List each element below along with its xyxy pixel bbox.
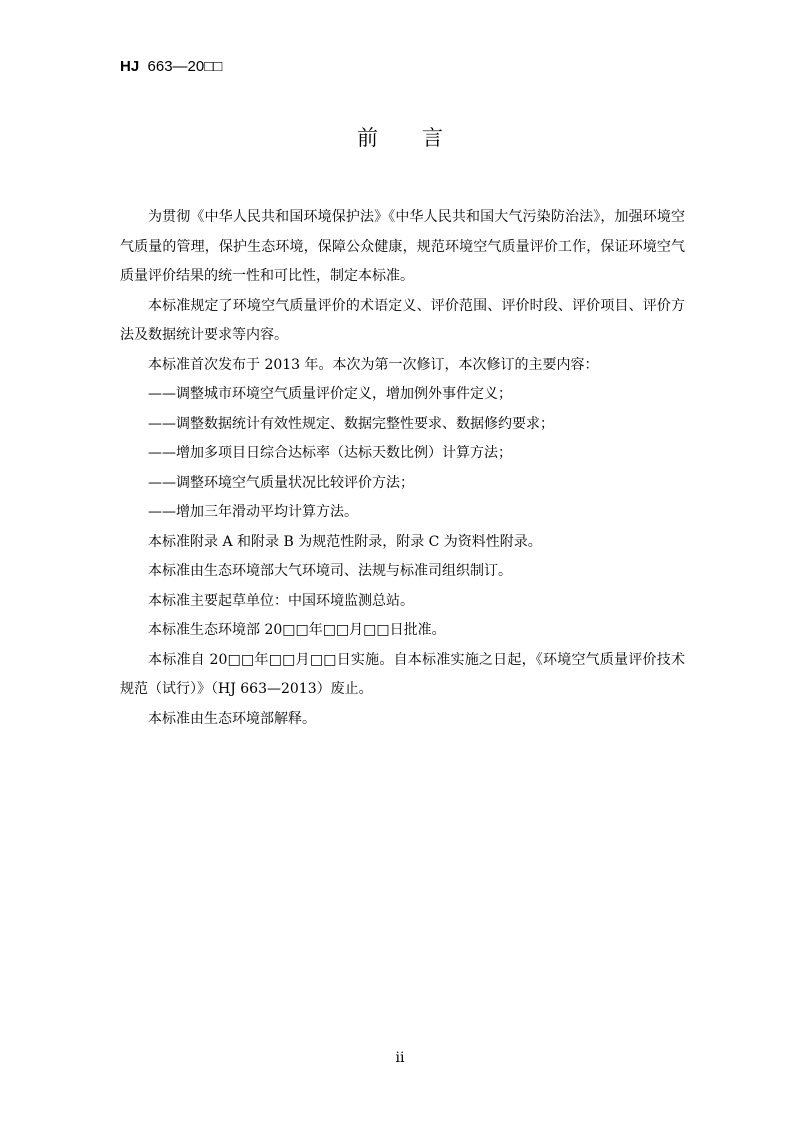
paragraph-implementation: 本标准自 20□□年□□月□□日实施。自本标准实施之日起，《环境空气质量评价技术规范（试行）》（HJ 663—2013）废止。 bbox=[120, 651, 685, 697]
page-title: 前言 bbox=[357, 126, 487, 150]
paragraph-appendix: 本标准附录 A 和附录 B 为规范性附录，附录 C 为资料性附录。 bbox=[148, 533, 542, 550]
revision-item: ——调整数据统计有效性规定、数据完整性要求、数据修约要求； bbox=[148, 415, 554, 432]
paragraph-interpretation: 本标准由生态环境部解释。 bbox=[148, 710, 316, 727]
revision-item: ——调整环境空气质量状况比较评价方法； bbox=[148, 474, 414, 491]
revision-item: ——增加三年滑动平均计算方法。 bbox=[148, 504, 358, 520]
revision-item: ——调整城市环境空气质量评价定义，增加例外事件定义； bbox=[148, 386, 512, 402]
page-number: ii bbox=[395, 1050, 405, 1066]
paragraph-approval: 本标准生态环境部 20□□年□□月□□日批准。 bbox=[148, 622, 446, 638]
preface-body bbox=[120, 203, 685, 734]
document-code-prefix: HJ bbox=[120, 58, 140, 75]
paragraph-scope: 本标准规定了环境空气质量评价的术语定义、评价范围、评价时段、评价项目、评价方法及数据统计要求等内容。 bbox=[120, 297, 685, 343]
document-code-number: 663—20□□ bbox=[139, 58, 223, 75]
paragraph-purpose: 为贯彻《中华人民共和国环境保护法》《中华人民共和国大气污染防治法》，加强环境空气质量的管理，保护生态环境，保障公众健康，规范环境空气质量评价工作，保证环境空气质量评价结果的统一性和可比性，制定本标准。 bbox=[120, 209, 685, 284]
revision-item: ——增加多项目日综合达标率（达标天数比例）计算方法； bbox=[148, 445, 512, 461]
paragraph-history: 本标准首次发布于 2013 年。本次为第一次修订，本次修订的主要内容： bbox=[148, 356, 599, 373]
paragraph-organizer: 本标准由生态环境部大气环境司、法规与标准司组织制订。 bbox=[148, 563, 512, 579]
paragraph-drafter: 本标准主要起草单位：中国环境监测总站。 bbox=[148, 592, 414, 609]
document-code bbox=[120, 58, 222, 75]
